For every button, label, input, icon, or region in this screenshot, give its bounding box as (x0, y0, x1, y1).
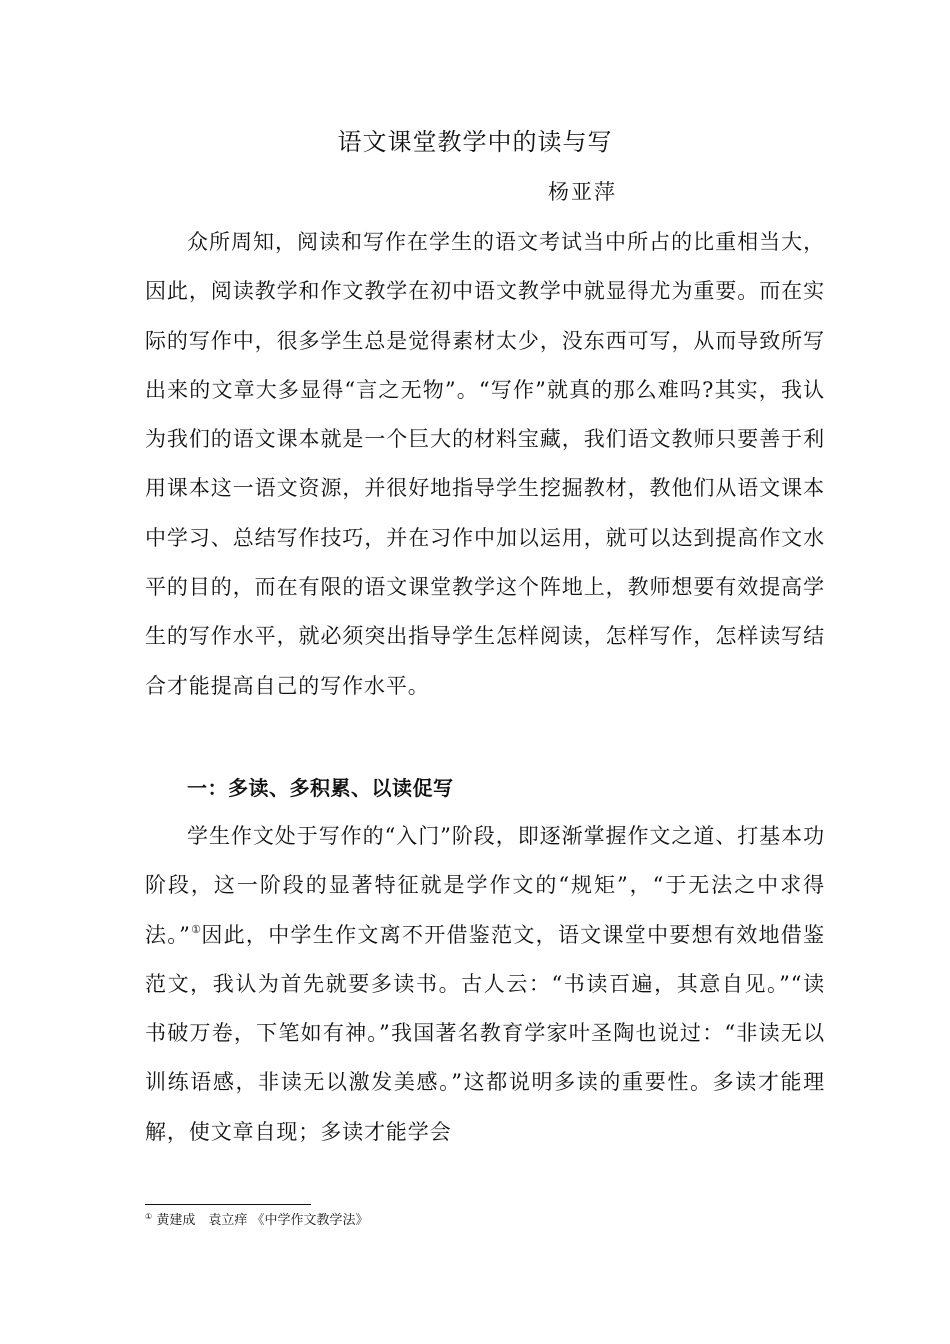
document-title: 语文课堂教学中的读与写 (337, 128, 613, 156)
section-heading: 一：多读、多积累、以读促写 (187, 776, 454, 800)
body-paragraph-intro: 众所周知，阅读和写作在学生的语文考试当中所占的比重相当大，因此，阅读教学和作文教学在初中语文教学中就显得尤为重要。而在实际的写作中，很多学生总是觉得素材太少，没东西可写，从而导致所写出来的文章大多显得“言之无物”。“写作”就真的那么难吗?其实，我认为我们的语文课本就是一个巨大的材料宝藏，我们语文教师只要善于利用课本这一语文资源，并很好地指导学生挖掘教材，教他们从语文课本中学习、总结写作技巧，并在习作中加以运用，就可以达到提高作文水平的目的，而在有限的语文课堂教学这个阵地上，教师想要有效提高学生的写作水平，就必须突出指导学生怎样阅读，怎样写作，怎样读写结合才能提高自己的写作水平。 (145, 230, 825, 698)
footnote-divider (145, 1204, 311, 1205)
footnote (145, 1212, 368, 1230)
paragraph-text-part-2: 因此，中学生作文离不开借鉴范文，语文课堂中要想有效地借鉴范文，我认为首先就要多读书。古人云：“书读百遍，其意自见。”“读书破万卷，下笔如有神。”我国著名教育学家叶圣陶也说过：“非读无以训练语感，非读无以激发美感。”这都说明多读的重要性。多读才能理解，使文章自现；多读才能学会 (145, 922, 825, 1144)
footnote-text: 黄建成 袁立痒 《中学作文教学法》 (156, 1213, 369, 1228)
footnote-marker: ① (145, 1212, 153, 1221)
paragraph-text-part-1: 学生作文处于写作的“入门”阶段，即逐渐掌握作文之道、打基本功阶段，这一阶段的显著特征就是学作文的“规矩”，“于无法之中求得法。” (145, 824, 825, 947)
author-name: 杨亚萍 (548, 180, 617, 204)
footnote-reference: ① (190, 922, 202, 936)
body-paragraph-reading (145, 812, 825, 1157)
